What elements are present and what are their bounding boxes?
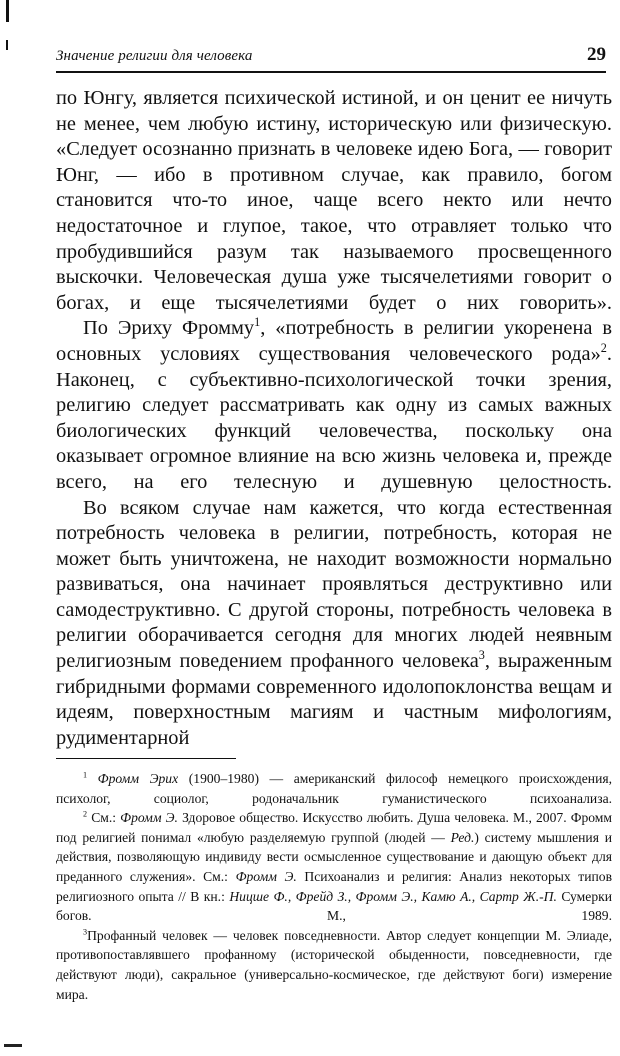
paragraph-1-text: по Юнгу, является психической истиной, и он ценит ее ничуть не менее, чем любую истину, историческую или физическую. «Следует осознанно признать в человеке идею Бога, — говорит Юнг, — ибо в противном случае, как правило, богом становится что-то иное, чаще всего некто или нечто недостаточное и глупое, такое, что отравляет только что пробудившийся разум так называемого просвещенного выскочки. Человеческая душа уже тысячелетиями говорит о богах, и еще тысячелетиями будет о них говорить».	[56, 87, 612, 314]
paragraph-2-text-b: , «потребность в религии укоренена в основных условиях существования человеческого рода»	[56, 317, 612, 365]
footnote-3	[56, 926, 612, 1004]
footnote-ref-1: 1	[254, 315, 261, 330]
footnote-2-authors-list: Ницше Ф., Фрейд З., Фромм Э., Камю А., Сартр Ж.-П.	[229, 888, 557, 904]
footnote-2-text-3: ) систему мышления и действия, позволяющую индивиду вести осмысленное существование и дающую объект для преданного служения». См.:	[56, 829, 612, 884]
footnote-1-text: (1900–1980) — американский философ немецкого происхождения, психолог, социолог, родоначальник гуманистического психоанализа.	[56, 771, 612, 806]
page-number: 29	[587, 44, 606, 65]
footnote-1-name: Фромм Эрих	[97, 771, 179, 786]
left-edge-mark	[6, 0, 9, 22]
paragraph-1	[56, 86, 612, 316]
footnote-1	[56, 769, 612, 808]
footnote-2	[56, 808, 612, 926]
main-text	[56, 86, 612, 751]
footnote-3-number: 3	[83, 927, 88, 937]
paragraph-3-text-b: , выраженным гибридными формами современного идолопоклонства вещам и идеям, поверхностным магиям и частным мифологиям, рудиментарной	[56, 650, 612, 749]
paragraph-3-text-a: Во всяком случае нам кажется, что когда естественная потребность человека в религии, потребность, которая не может быть уничтожена, не находит возможности нормально развиваться, она начинает проявляться деструктивно или самодеструктивно. С другой стороны, потребность человека в религии оборачивается сегодня для многих людей неявным религиозным поведением профанного человека	[56, 496, 612, 673]
footnote-ref-2: 2	[600, 341, 607, 356]
footnote-2-author-1: Фромм Э.	[120, 810, 178, 826]
running-title: Значение религии для человека	[56, 48, 253, 64]
footnote-2-text-4: Психоанализ и религия: Анализ некоторых типов религиозного опыта // В кн.:	[56, 868, 612, 904]
paragraph-2-text-a: По Эриху Фромму	[83, 317, 255, 340]
footnote-2-text-2: Здоровое общество. Искусство любить. Душа человека. М., 2007. Фромм под религией понимал «любую разделяемую группой (людей —	[56, 810, 612, 845]
paragraph-2-text-c: . Наконец, с субъективно-психологической точки зрения, религию следует рассматривать как одну из самых важных биологических функций человечества, поскольку она оказывает огромное влияние на всю жизнь человека и, прежде всего, на его телесную и душевную целостность.	[56, 342, 612, 493]
footnote-1-number: 1	[83, 770, 88, 780]
left-edge-dot	[6, 40, 8, 50]
bottom-edge-mark	[4, 1044, 22, 1047]
footnote-3-text: Профанный человек — человек повседневности. Автор следует концепции М. Элиаде, противопоставлявшего профанному (исторической обыденности, повседневности, где действуют люди), сакральное (универсально-космическое, где действуют боги) измерение мира.	[56, 927, 612, 1002]
footnote-rule	[56, 758, 236, 759]
footnote-2-number: 2	[83, 809, 88, 819]
footnote-2-author-2: Фромм Э.	[235, 868, 297, 884]
footnotes	[56, 769, 612, 1004]
page-header	[56, 44, 606, 68]
paragraph-2	[56, 316, 612, 495]
header-rule	[56, 71, 606, 73]
footnote-ref-3: 3	[478, 648, 485, 663]
paragraph-3	[56, 496, 612, 752]
footnotes-section	[56, 758, 612, 1004]
footnote-2-editor-note: Ред.	[450, 829, 475, 845]
footnote-2-text-5: Сумерки богов. М., 1989.	[56, 888, 612, 924]
footnote-2-text-1: См.:	[91, 810, 121, 826]
